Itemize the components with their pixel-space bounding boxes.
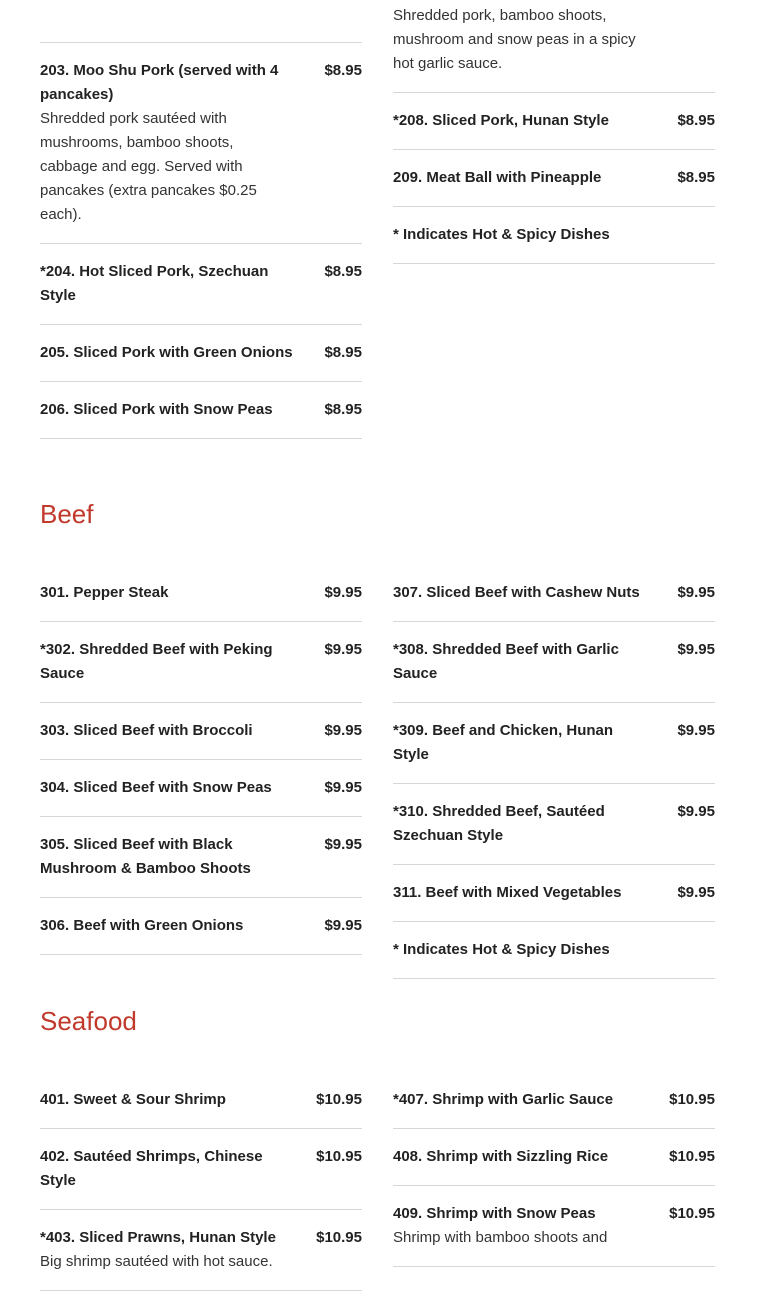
menu-item-name: *204. Hot Sliced Pork, Szechuan Style (40, 263, 269, 304)
menu-item-name: 307. Sliced Beef with Cashew Nuts (393, 584, 640, 601)
menu-item-price: $8.95 (677, 112, 715, 129)
menu-item-description: Shrimp with bamboo shoots and (393, 1229, 608, 1246)
menu-item-price: $8.95 (324, 263, 362, 280)
menu-item-text (393, 638, 648, 686)
menu-item (393, 150, 715, 207)
menu-item (393, 565, 715, 622)
menu-item (393, 703, 715, 784)
menu-item (393, 622, 715, 703)
menu-item-name: * Indicates Hot & Spicy Dishes (393, 226, 610, 243)
menu-item-name: 305. Sliced Beef with Black Mushroom & Bamboo Shoots (40, 836, 251, 877)
seafood-right-list (393, 1072, 715, 1267)
menu-item-text (40, 776, 295, 800)
menu-item-text (393, 223, 648, 247)
menu-item-price: $10.95 (316, 1091, 362, 1108)
menu-item (393, 1129, 715, 1186)
menu-item-text (393, 166, 648, 190)
menu-item-price: $8.95 (677, 169, 715, 186)
menu-item-text (40, 1088, 295, 1112)
menu-item-price: $9.95 (324, 641, 362, 658)
menu-item-price: $10.95 (669, 1205, 715, 1222)
menu-item-price: $9.95 (677, 722, 715, 739)
menu-item-price: $9.95 (324, 917, 362, 934)
menu-item-description: Shredded pork sautéed with mushrooms, bamboo shoots, cabbage and egg. Served with pancakes (extra pancakes $0.25 each). (40, 110, 257, 223)
menu-item (40, 622, 362, 703)
menu-item-price: $10.95 (669, 1091, 715, 1108)
pork-right-list (393, 93, 715, 264)
menu-item-description: Big shrimp sautéed with hot sauce. (40, 1253, 273, 1270)
menu-item (40, 817, 362, 898)
menu-item-price: $9.95 (324, 722, 362, 739)
menu-item-price: $8.95 (324, 344, 362, 361)
menu-item (393, 93, 715, 150)
menu-item-name: 408. Shrimp with Sizzling Rice (393, 1148, 609, 1165)
menu-item-price: $9.95 (324, 779, 362, 796)
menu-item-description: Shredded pork, bamboo shoots, mushroom and snow peas in a spicy hot garlic sauce. (393, 7, 636, 72)
menu-item-text (393, 109, 648, 133)
menu-item-text (40, 638, 295, 686)
menu-item-price: $9.95 (677, 884, 715, 901)
menu-item-text (393, 1145, 648, 1169)
menu-item-price: $9.95 (677, 803, 715, 820)
menu-item-name: *208. Sliced Pork, Hunan Style (393, 112, 609, 129)
menu-item (393, 922, 715, 979)
menu-item (40, 43, 362, 244)
menu-item-name: *309. Beef and Chicken, Hunan Style (393, 722, 614, 763)
menu-item-price: $9.95 (324, 836, 362, 853)
menu-item-name: 401. Sweet & Sour Shrimp (40, 1091, 226, 1108)
menu-item-text (40, 833, 295, 881)
menu-item (40, 244, 362, 325)
menu-item-text (393, 800, 648, 848)
menu-item-text (393, 1202, 648, 1250)
menu-item (40, 703, 362, 760)
menu-item-price: $9.95 (677, 584, 715, 601)
pork-right-column (393, 0, 715, 264)
menu-item (40, 760, 362, 817)
menu-item (393, 1072, 715, 1129)
menu-item-text (40, 914, 295, 938)
menu-item-name: *403. Sliced Prawns, Hunan Style (40, 1229, 276, 1246)
menu-item (40, 1210, 362, 1291)
menu-item (393, 784, 715, 865)
menu-item-price: $10.95 (669, 1148, 715, 1165)
pork-left-column (40, 0, 362, 439)
menu-item (40, 325, 362, 382)
menu-item-divider (40, 0, 362, 43)
menu-item-text (393, 881, 648, 905)
menu-item-price: $9.95 (324, 584, 362, 601)
menu-item-price: $9.95 (677, 641, 715, 658)
menu-item-price: $10.95 (316, 1229, 362, 1246)
section-title-beef: Beef (40, 499, 94, 529)
menu-item (393, 207, 715, 264)
menu-item-text (393, 581, 648, 605)
menu-item-text (40, 398, 295, 422)
section-title-seafood: Seafood (40, 1006, 137, 1036)
menu-item (40, 1072, 362, 1129)
menu-item-name: 306. Beef with Green Onions (40, 917, 244, 934)
menu-item-text (40, 341, 295, 365)
menu-item-text (40, 1145, 295, 1193)
menu-item (393, 865, 715, 922)
menu-item-name: 311. Beef with Mixed Vegetables (393, 884, 622, 901)
menu-item-name: 203. Moo Shu Pork (served with 4 pancakes) (40, 62, 279, 103)
menu-item-text (393, 1088, 648, 1112)
menu-item-text (40, 581, 295, 605)
menu-item-text (393, 938, 648, 962)
menu-item-207-continued (393, 0, 715, 93)
beef-right-list (393, 565, 715, 979)
menu-item (393, 1186, 715, 1267)
menu-item (40, 565, 362, 622)
menu-item-text (40, 1226, 295, 1274)
menu-item-text (40, 260, 295, 308)
menu-item-name: * Indicates Hot & Spicy Dishes (393, 941, 610, 958)
menu-item-name: *308. Shredded Beef with Garlic Sauce (393, 641, 619, 682)
menu-item (40, 382, 362, 439)
menu-item-name: *407. Shrimp with Garlic Sauce (393, 1091, 614, 1108)
pork-left-list (40, 43, 362, 439)
menu-item-name: 301. Pepper Steak (40, 584, 169, 601)
menu-item-price: $8.95 (324, 401, 362, 418)
menu-item-name: *310. Shredded Beef, Sautéed Szechuan Style (393, 803, 605, 844)
menu-item-name: 303. Sliced Beef with Broccoli (40, 722, 253, 739)
menu-item-name: *302. Shredded Beef with Peking Sauce (40, 641, 273, 682)
menu-item (40, 1129, 362, 1210)
beef-left-list (40, 565, 362, 955)
menu-item-name: 205. Sliced Pork with Green Onions (40, 344, 293, 361)
menu-item-name: 304. Sliced Beef with Snow Peas (40, 779, 272, 796)
menu-item-price: $8.95 (324, 62, 362, 79)
menu-item (40, 898, 362, 955)
menu-item-name: 402. Sautéed Shrimps, Chinese Style (40, 1148, 263, 1189)
menu-item-name: 206. Sliced Pork with Snow Peas (40, 401, 273, 418)
menu-item-text (393, 719, 648, 767)
menu-item-name: 409. Shrimp with Snow Peas (393, 1205, 596, 1222)
menu-item-name: 209. Meat Ball with Pineapple (393, 169, 602, 186)
menu-item-text (40, 59, 295, 227)
seafood-left-list (40, 1072, 362, 1291)
menu-item-text (40, 719, 295, 743)
menu-item-price: $10.95 (316, 1148, 362, 1165)
